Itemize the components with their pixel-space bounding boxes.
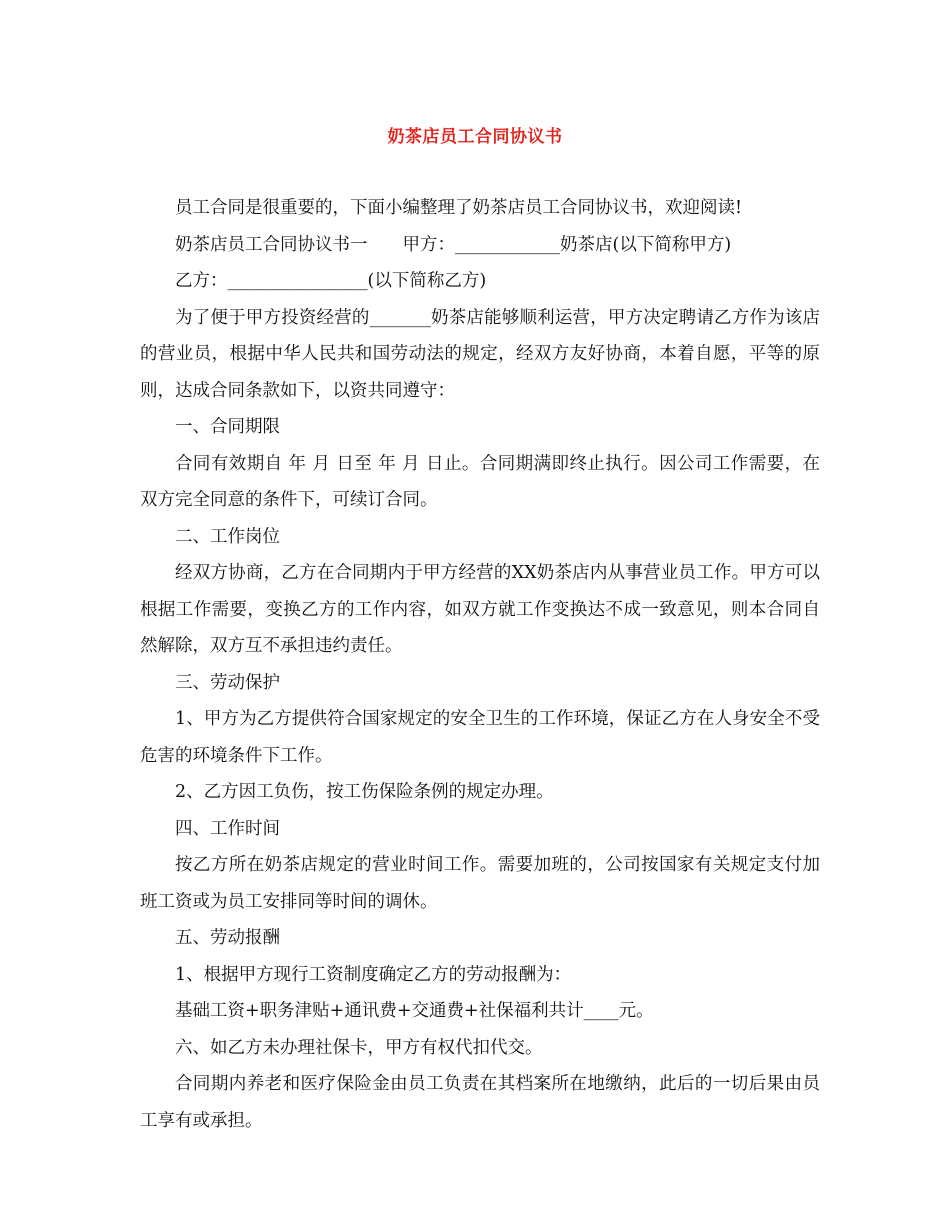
paragraph-pay-2: 基础工资+职务津贴+通讯费+交通费+社保福利共计____元。 <box>175 1001 654 1021</box>
document-body <box>140 190 820 1139</box>
paragraph-pay-1: 1、根据甲方现行工资制度确定乙方的劳动报酬为： <box>175 964 572 985</box>
section-heading-hours: 四、工作时间 <box>175 818 280 839</box>
paragraph-insurance: 合同期内养老和医疗保险金由员工负责在其档案所在地缴纳，此后的一切后果由员工享有或承担。 <box>140 1074 820 1131</box>
section-heading-pay: 五、劳动报酬 <box>175 928 280 948</box>
paragraph-party-a: 奶茶店员工合同协议书一 甲方：____________奶茶店(以下简称甲方) <box>175 234 732 255</box>
paragraph-intro: 员工合同是很重要的，下面小编整理了奶茶店员工合同协议书，欢迎阅读! <box>175 198 743 218</box>
document-title: 奶茶店员工合同协议书 <box>387 127 563 147</box>
paragraph-preamble: 为了便于甲方投资经营的_______奶茶店能够顺利运营，甲方决定聘请乙方作为该店的营业员，根据中华人民共和国劳动法的规定，经双方友好协商，本着自愿，平等的原则，达成合同条款如下，以资共同遵守： <box>140 307 820 401</box>
section-heading-position: 二、工作岗位 <box>175 526 280 547</box>
paragraph-protection-1: 1、甲方为乙方提供符合国家规定的安全卫生的工作环境，保证乙方在人身安全不受危害的环境条件下工作。 <box>140 709 820 766</box>
section-heading-protection: 三、劳动保护 <box>175 672 280 693</box>
paragraph-hours: 按乙方所在奶茶店规定的营业时间工作。需要加班的，公司按国家有关规定支付加班工资或为员工安排同等时间的调休。 <box>140 855 820 912</box>
paragraph-term: 合同有效期自 年 月 日至 年 月 日止。合同期满即终止执行。因公司工作需要，在双方完全同意的条件下，可续订合同。 <box>140 453 820 510</box>
section-heading-term: 一、合同期限 <box>175 417 280 437</box>
section-heading-social-security: 六、如乙方未办理社保卡，甲方有权代扣代交。 <box>175 1037 543 1058</box>
paragraph-position: 经双方协商，乙方在合同期内于甲方经营的XX奶茶店内从事营业员工作。甲方可以根据工作需要，变换乙方的工作内容，如双方就工作变换达不成一致意见，则本合同自然解除，双方互不承担违约责任。 <box>140 563 820 656</box>
paragraph-party-b: 乙方：________________(以下简称乙方) <box>175 271 487 291</box>
paragraph-protection-2: 2、乙方因工负伤，按工伤保险条例的规定办理。 <box>175 782 554 802</box>
